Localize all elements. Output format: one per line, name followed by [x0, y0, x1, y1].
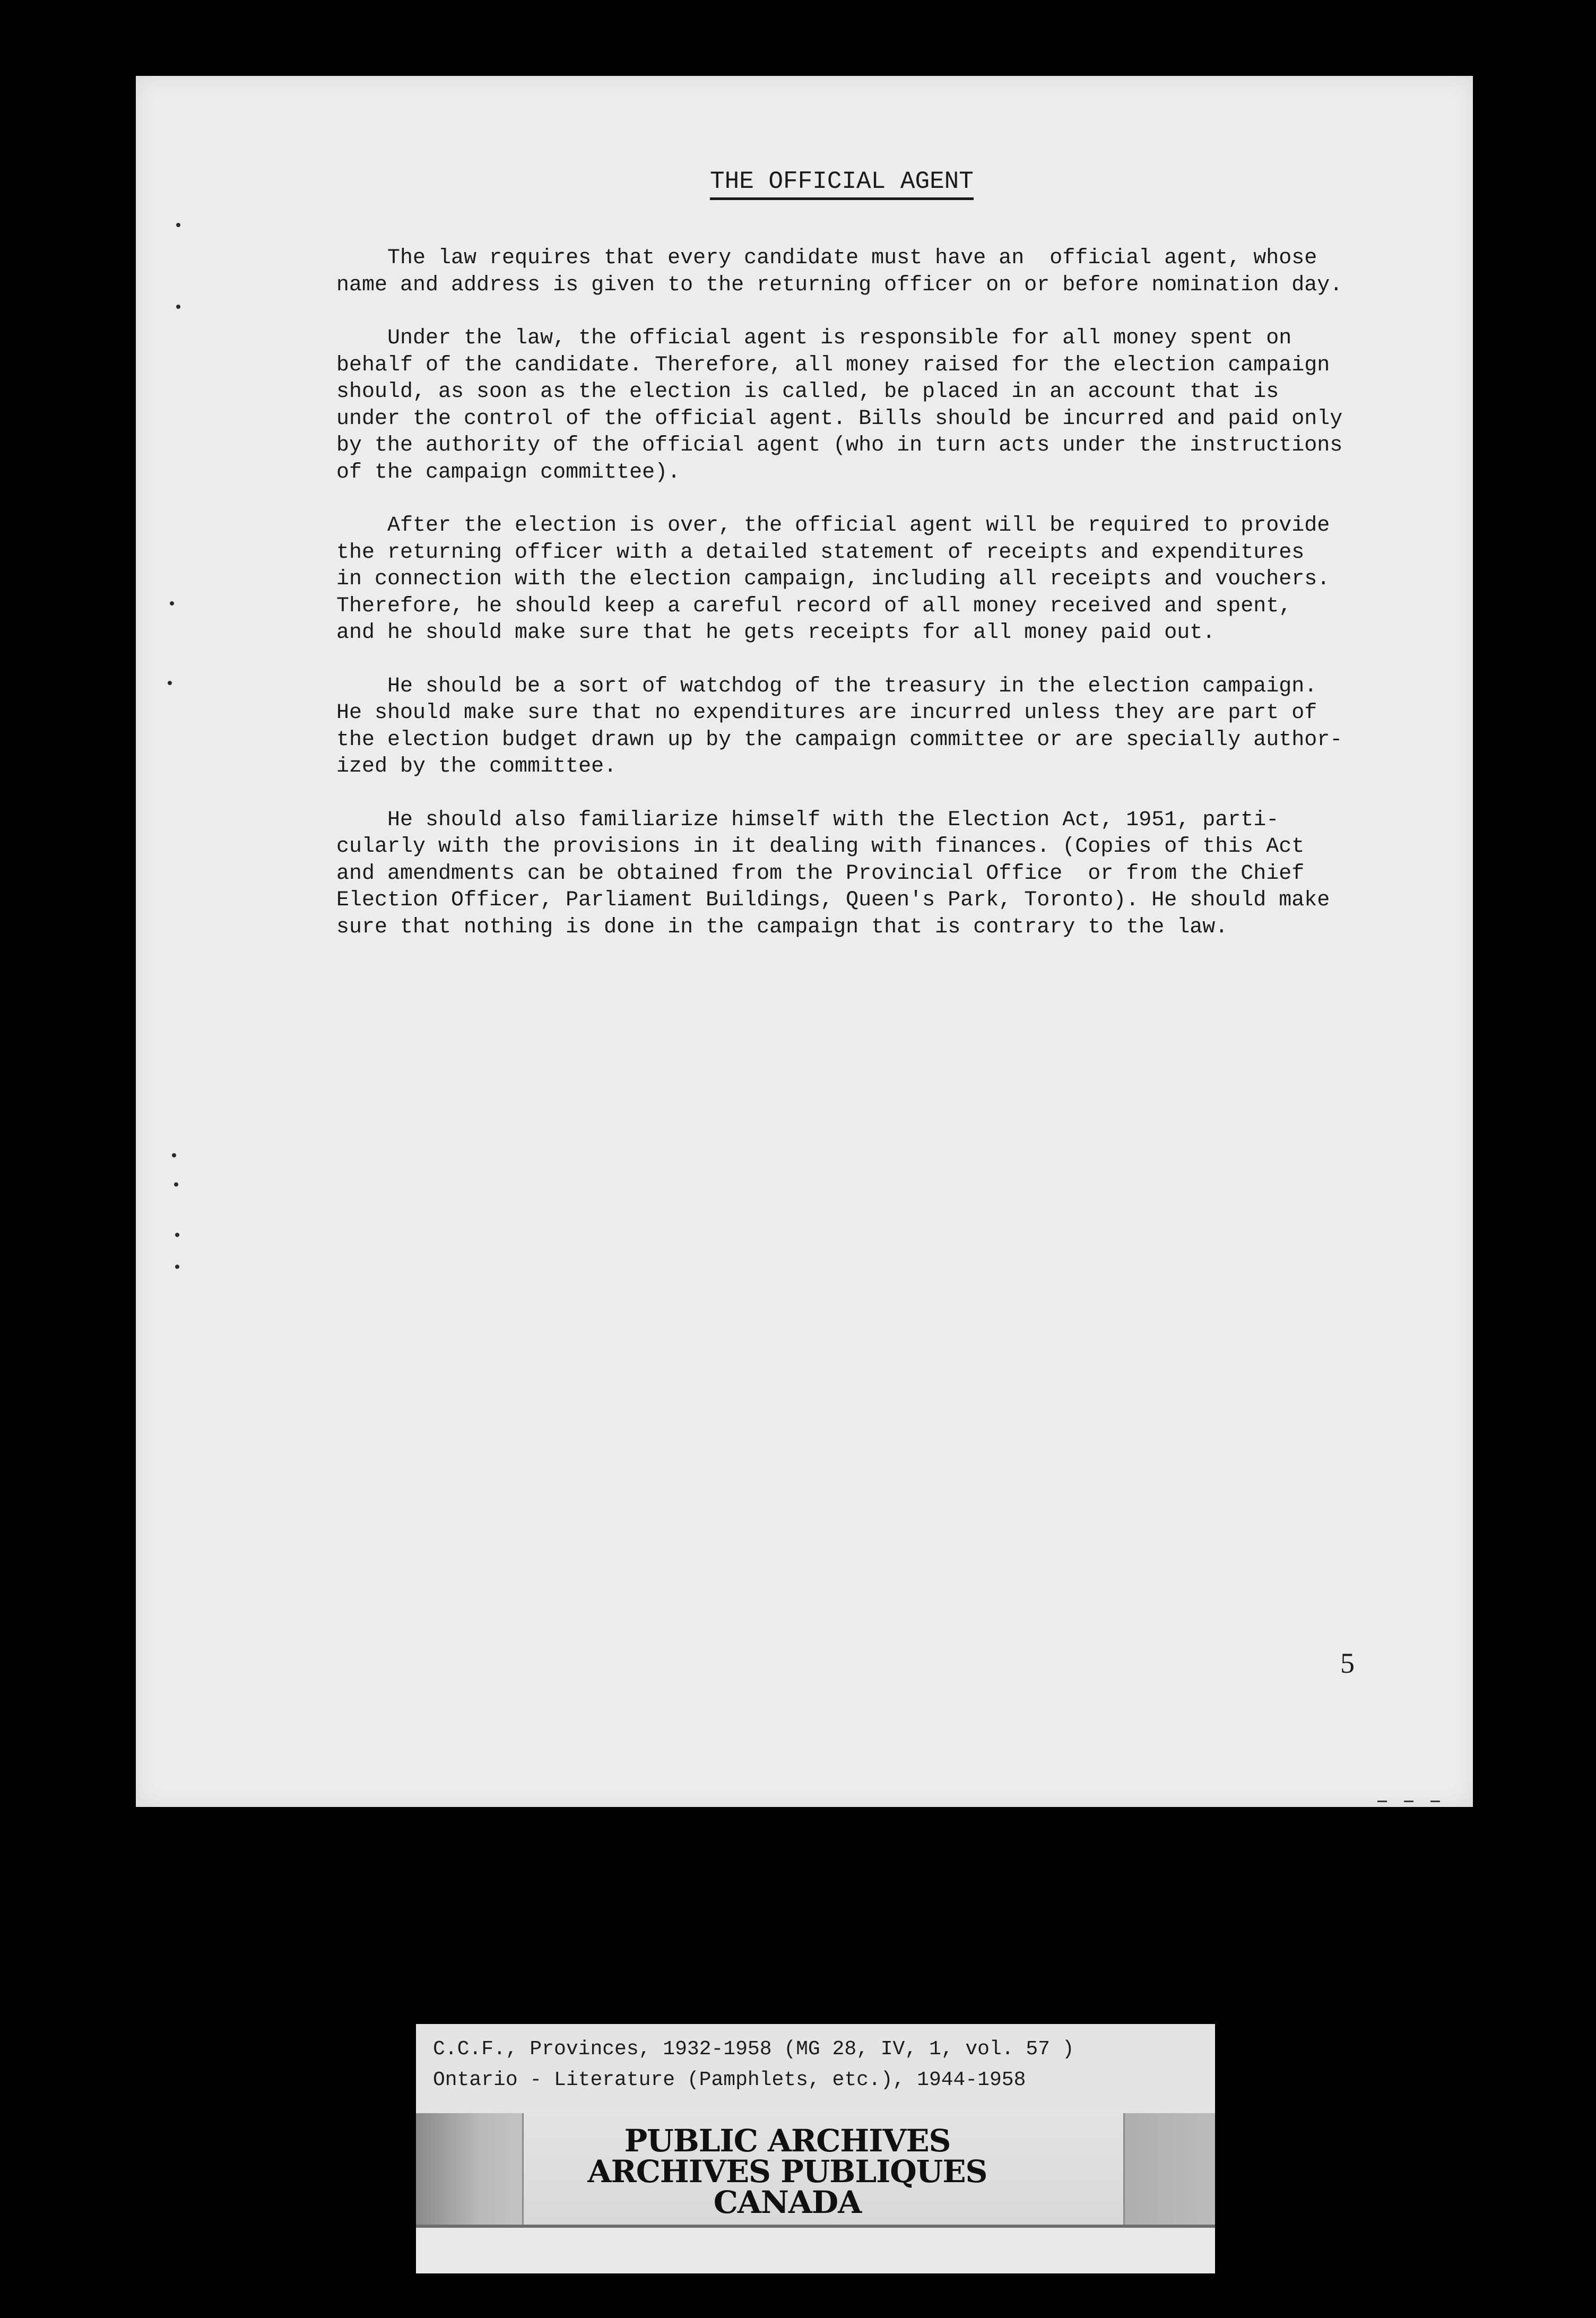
scan-speck — [174, 1182, 178, 1187]
scan-speck — [176, 223, 180, 227]
document-page — [136, 76, 1473, 1807]
paragraph-after-election: After the election is over, the official agent will be required to provide the returning officer with a detailed statement of receipts and expenditures in connection with the election campaign, including all receipts and vouchers. Therefore, he should keep a careful record of all money received and spent, and he should make sure that he gets receipts for all money paid out. — [336, 514, 1330, 645]
document-title: THE OFFICIAL AGENT — [710, 168, 974, 200]
archive-fonds-line: C.C.F., Provinces, 1932-1958 (MG 28, IV, 1, vol. 57 ) — [433, 2038, 1074, 2061]
scan-mark — [1404, 1801, 1413, 1802]
scan-speck — [168, 681, 172, 685]
archive-reference-label — [416, 2024, 1215, 2113]
stamp-line-public-archives: PUBLIC ARCHIVES — [624, 2123, 951, 2159]
paragraph-election-act: He should also familiarize himself with the Election Act, 1951, parti- cularly with the provisions in it dealing with finances. (Copies of this Act and amendments can be obtained from the Provincial Office or from the Chief Election Officer, Parliament Buildings, Queen's Park, Toronto). He should make sure that nothing is done in the campaign that is contrary to the law. — [336, 808, 1330, 939]
stamp-line-archives-publiques: ARCHIVES PUBLIQUES — [587, 2153, 987, 2190]
paragraph-agent-responsibility: Under the law, the official agent is responsible for all money spent on behalf of the candidate. Therefore, all money raised for the election campaign should, as soon as the election is called, be placed in an account that is under the control of the official agent. Bills should be incurred and paid only by the authority of the official agent (who in turn acts under the instructions of the campaign committee). — [336, 326, 1343, 485]
stamp-line-canada: CANADA — [713, 2184, 862, 2220]
stamp-lower-strip — [416, 2228, 1215, 2273]
scan-speck — [170, 601, 174, 606]
scan-speck — [172, 1153, 176, 1157]
archive-stamp — [416, 2113, 1215, 2273]
scan-mark — [1377, 1801, 1387, 1802]
scan-speck — [175, 1265, 179, 1269]
document-body — [336, 245, 1378, 967]
scan-mark — [1430, 1801, 1440, 1802]
scan-speck — [175, 1233, 179, 1237]
scan-speck — [176, 305, 180, 309]
paragraph-watchdog: He should be a sort of watchdog of the treasury in the election campaign. He should make sure that no expenditures are incurred unless they are part of the election budget drawn up by the campaign committee or are specially author- ized by the committee. — [336, 674, 1343, 779]
archive-file-line: Ontario - Literature (Pamphlets, etc.), 1944-1958 — [433, 2069, 1026, 2091]
page-number: 5 — [1340, 1647, 1355, 1679]
paragraph-official-agent-required: The law requires that every candidate must have an official agent, whose name and address is given to the returning officer on or before nomination day. — [336, 246, 1343, 297]
